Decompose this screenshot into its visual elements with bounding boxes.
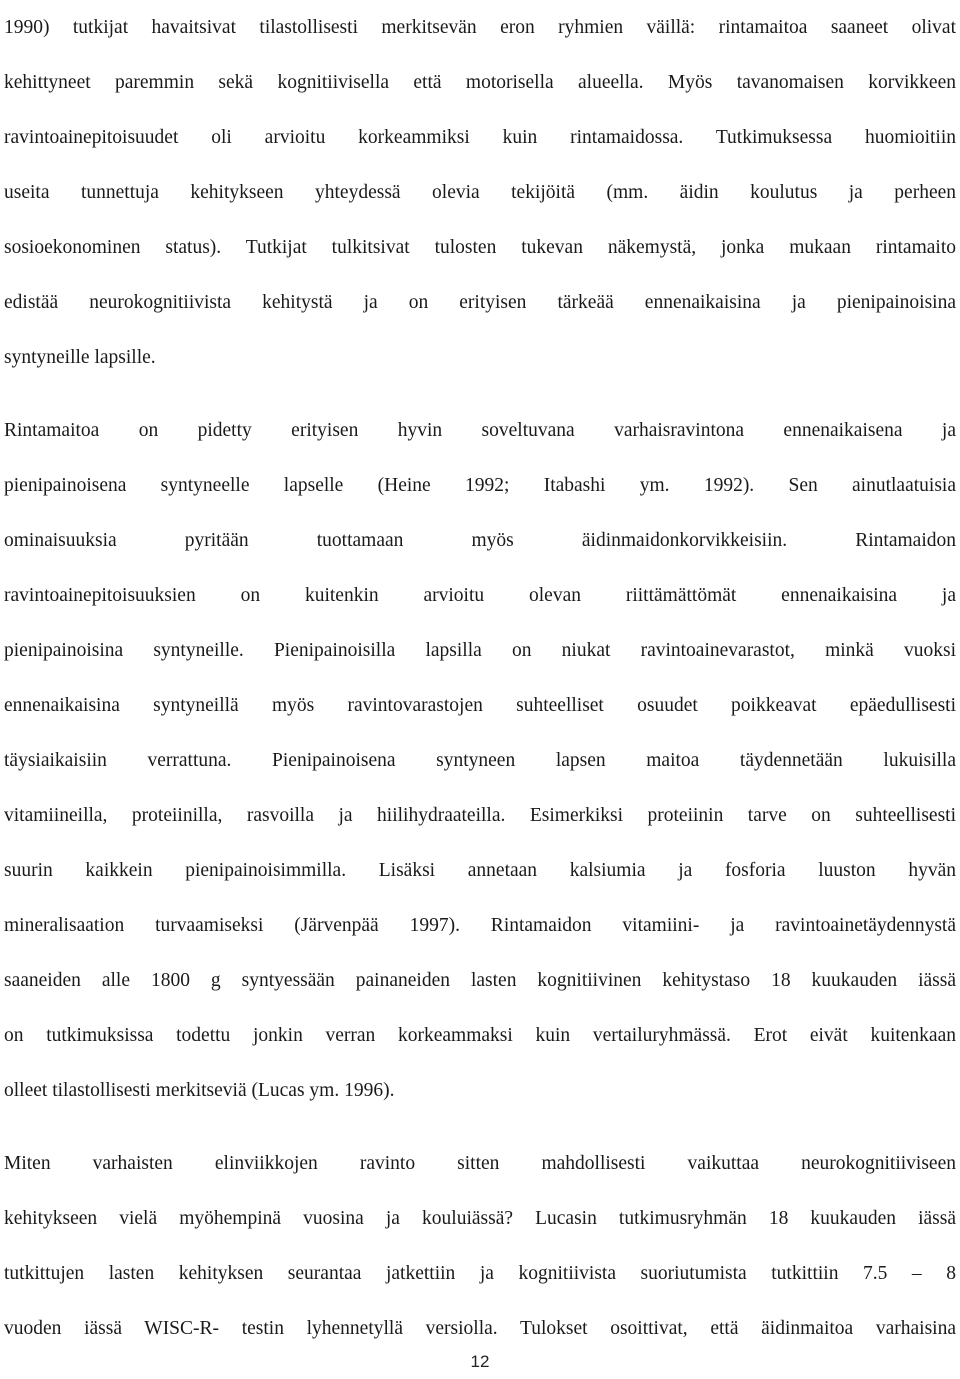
text-line: täysiaikaisiin verrattuna. Pienipainoisena syntyneen lapsen maitoa täydennetään lukuisilla [4,750,956,771]
paragraph-3 [4,1136,956,1356]
text-line: kehittyneet paremmin sekä kognitiivisella että motorisella alueella. Myös tavanomaisen korvikkeen [4,72,956,93]
text-line: kehitykseen vielä myöhempinä vuosina ja kouluiässä? Lucasin tutkimusryhmän 18 kuukauden iässä [4,1208,956,1229]
text-line: Miten varhaisten elinviikkojen ravinto sitten mahdollisesti vaikuttaa neurokognitiiviseen [4,1153,956,1174]
paragraph-1 [4,0,956,385]
text-line: sosioekonominen status). Tutkijat tulkitsivat tulosten tukevan näkemystä, jonka mukaan rintamaito [4,237,956,258]
text-line: Rintamaitoa on pidetty erityisen hyvin soveltuvana varhaisravintona ennenaikaisena ja [4,420,956,441]
text-line: pienipainoisena syntyneelle lapselle (Heine 1992; Itabashi ym. 1992). Sen ainutlaatuisia [4,475,956,496]
text-line: vitamiineilla, proteiinilla, rasvoilla ja hiilihydraateilla. Esimerkiksi proteiinin tarve on suhteellisesti [4,805,956,826]
text-line: vuoden iässä WISC-R- testin lyhennetyllä versiolla. Tulokset osoittivat, että äidinmaitoa varhaisina [4,1318,956,1339]
text-line: syntyneille lapsille. [4,347,156,368]
text-line: ennenaikaisina syntyneillä myös ravintovarastojen suhteelliset osuudet poikkeavat epäedullisesti [4,695,956,716]
text-line: edistää neurokognitiivista kehitystä ja on erityisen tärkeää ennenaikaisina ja pienipainoisina [4,292,956,313]
paragraph-spacer [4,1118,956,1136]
document-page [4,0,956,1356]
text-line: 1990) tutkijat havaitsivat tilastollisesti merkitsevän eron ryhmien väillä: rintamaitoa saaneet olivat [4,17,956,38]
text-line: ominaisuuksia pyritään tuottamaan myös äidinmaidonkorvikkeisiin. Rintamaidon [4,530,956,551]
text-line: suurin kaikkein pienipainoisimmilla. Lisäksi annetaan kalsiumia ja fosforia luuston hyvän [4,860,956,881]
text-line: useita tunnettuja kehitykseen yhteydessä olevia tekijöitä (mm. äidin koulutus ja perheen [4,182,956,203]
paragraph-spacer [4,385,956,403]
text-line: tutkittujen lasten kehityksen seurantaa jatkettiin ja kognitiivista suoriutumista tutkittiin 7.5 – 8 [4,1263,956,1284]
text-line: ravintoainepitoisuuksien on kuitenkin arvioitu olevan riittämättömät ennenaikaisina ja [4,585,956,606]
page-number: 12 [470,1352,490,1371]
text-line: on tutkimuksissa todettu jonkin verran korkeammaksi kuin vertailuryhmässä. Erot eivät kuitenkaan [4,1025,956,1046]
text-line: mineralisaation turvaamiseksi (Järvenpää 1997). Rintamaidon vitamiini- ja ravintoainetäydennystä [4,915,956,936]
text-line: pienipainoisina syntyneille. Pienipainoisilla lapsilla on niukat ravintoainevarastot, minkä vuoksi [4,640,956,661]
text-line: ravintoainepitoisuudet oli arvioitu korkeammiksi kuin rintamaidossa. Tutkimuksessa huomioitiin [4,127,956,148]
text-line: saaneiden alle 1800 g syntyessään painaneiden lasten kognitiivinen kehitystaso 18 kuukauden iässä [4,970,956,991]
paragraph-2 [4,403,956,1118]
text-line: olleet tilastollisesti merkitseviä (Lucas ym. 1996). [4,1080,395,1101]
